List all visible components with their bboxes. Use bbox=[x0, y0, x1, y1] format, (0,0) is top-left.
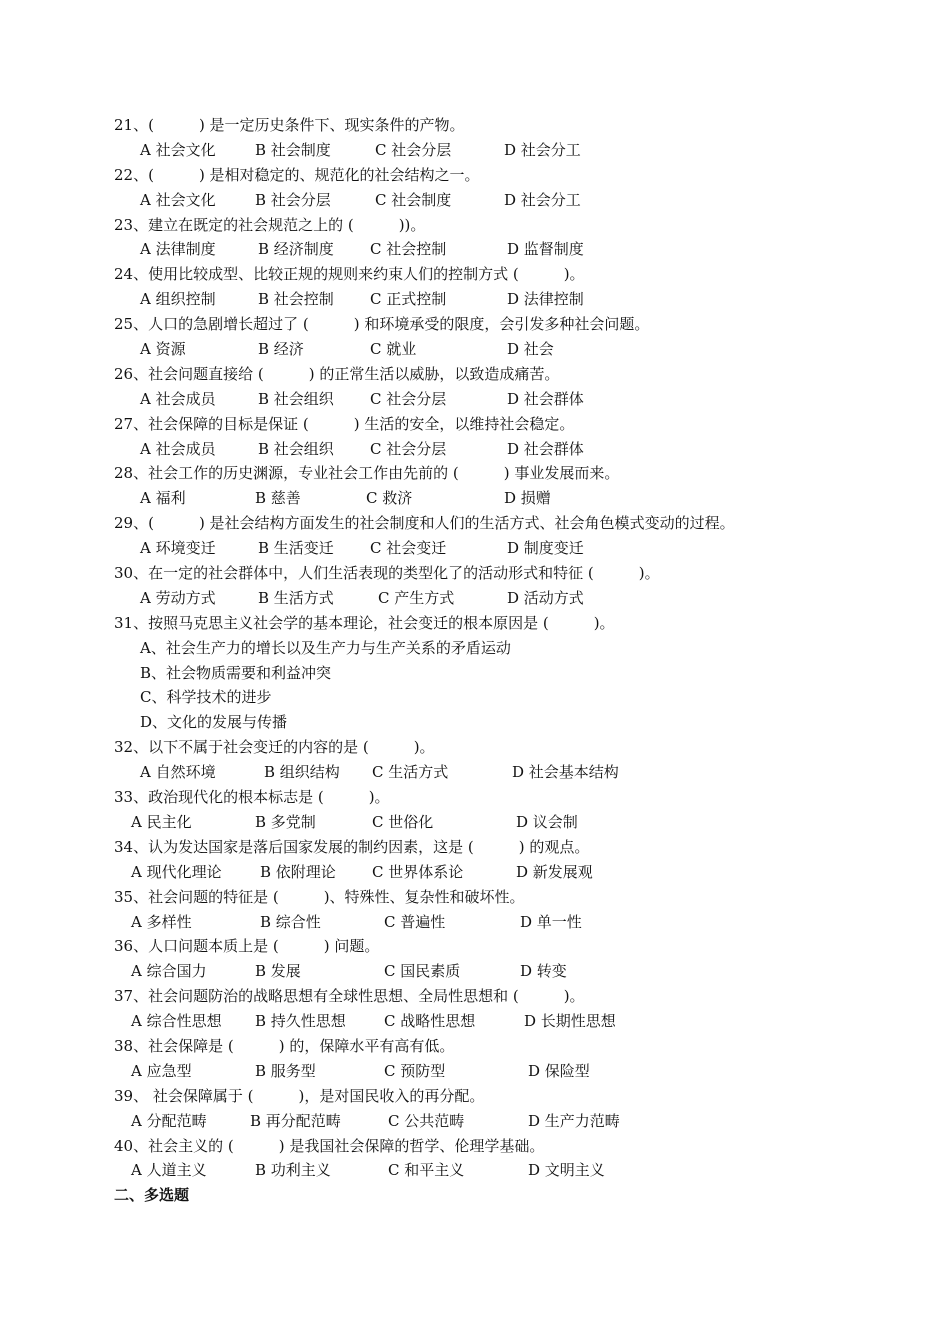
option-c: C 公共范畴 bbox=[388, 1111, 465, 1130]
option-a: A 社会成员 bbox=[140, 439, 216, 458]
option-a: A 现代化理论 bbox=[131, 862, 222, 881]
option-d: D 社会基本结构 bbox=[512, 763, 619, 782]
option-b: B、社会物质需要和利益冲突 bbox=[140, 663, 332, 682]
option-c: C 世俗化 bbox=[372, 812, 434, 831]
option-row bbox=[114, 486, 914, 511]
option-d: D 制度变迁 bbox=[507, 539, 584, 558]
question-stem: 28、社会工作的历史渊源，专业社会工作由先前的 ( ) 事业发展而来。 bbox=[114, 464, 620, 483]
question-stem: 27、社会保障的目标是保证 ( ) 生活的安全，以维持社会稳定。 bbox=[114, 414, 575, 433]
option-a: A 组织控制 bbox=[140, 290, 216, 309]
option-b: B 慈善 bbox=[255, 489, 301, 508]
option-c: C 社会分层 bbox=[370, 439, 447, 458]
question-stem: 32、以下不属于社会变迁的内容的是 ( )。 bbox=[114, 738, 435, 757]
question-stem: 33、政治现代化的根本标志是 ( )。 bbox=[114, 788, 390, 807]
option-b: B 综合性 bbox=[260, 912, 321, 931]
option-d: D 社会分工 bbox=[504, 190, 581, 209]
option-c: C 社会控制 bbox=[370, 240, 447, 259]
option-c: C 就业 bbox=[370, 340, 417, 359]
option-d: D 社会分工 bbox=[504, 140, 581, 159]
option-d: D 监督制度 bbox=[507, 240, 584, 259]
option-d: D 长期性思想 bbox=[524, 1012, 616, 1031]
option-d: D 社会群体 bbox=[507, 439, 584, 458]
option-b: B 社会分层 bbox=[255, 190, 331, 209]
question-stem: 26、社会问题直接给 ( ) 的正常生活以威胁，以致造成痛苦。 bbox=[114, 364, 560, 383]
option-row bbox=[114, 387, 914, 412]
option-c: C 社会分层 bbox=[370, 389, 447, 408]
section-heading: 二、多选题 bbox=[114, 1186, 190, 1205]
option-d: D 社会群体 bbox=[507, 389, 584, 408]
option-d: D 文明主义 bbox=[528, 1161, 605, 1180]
question-stem: 21、( ) 是一定历史条件下、现实条件的产物。 bbox=[114, 116, 465, 134]
question-stem: 35、社会问题的特征是 ( )、特殊性、复杂性和破坏性。 bbox=[114, 887, 525, 906]
option-c: C 救济 bbox=[366, 489, 413, 508]
option-a: A 资源 bbox=[140, 340, 186, 359]
option-row bbox=[114, 437, 914, 462]
option-a: A 法律制度 bbox=[140, 240, 216, 259]
question-stem: 37、社会问题防治的战略思想有全球性思想、全局性思想和 ( )。 bbox=[114, 987, 585, 1006]
question-list bbox=[114, 113, 914, 1208]
option-b: B 社会组织 bbox=[258, 439, 334, 458]
option-a: A 人道主义 bbox=[131, 1161, 207, 1180]
option-a: A 社会文化 bbox=[140, 140, 216, 159]
option-d: D 活动方式 bbox=[507, 588, 584, 607]
option-b: B 经济 bbox=[258, 340, 304, 359]
option-c: C 社会变迁 bbox=[370, 539, 447, 558]
option-d: D 单一性 bbox=[520, 912, 582, 931]
option-b: B 多党制 bbox=[255, 812, 316, 831]
option-a: A 综合性思想 bbox=[131, 1012, 222, 1031]
option-b: B 依附理论 bbox=[260, 862, 336, 881]
option-d: D 社会 bbox=[507, 340, 554, 359]
option-a: A、社会生产力的增长以及生产力与生产关系的矛盾运动 bbox=[140, 638, 511, 657]
option-c: C 战略性思想 bbox=[384, 1012, 476, 1031]
question-stem: 34、认为发达国家是落后国家发展的制约因素，这是 ( ) 的观点。 bbox=[114, 837, 590, 856]
option-row bbox=[114, 237, 914, 262]
question-stem: 39、 社会保障属于 ( )，是对国民收入的再分配。 bbox=[114, 1086, 485, 1105]
option-a: A 民主化 bbox=[131, 812, 192, 831]
option-a: A 综合国力 bbox=[131, 962, 207, 981]
option-d: D 法律控制 bbox=[507, 290, 584, 309]
option-d: D 新发展观 bbox=[516, 862, 593, 881]
option-b: B 社会制度 bbox=[255, 140, 331, 159]
question-stem: 31、按照马克思主义社会学的基本理论，社会变迁的根本原因是 ( )。 bbox=[114, 613, 615, 632]
option-row bbox=[114, 1059, 914, 1084]
question-stem: 22、( ) 是相对稳定的、规范化的社会结构之一。 bbox=[114, 165, 480, 184]
option-c: C 和平主义 bbox=[388, 1161, 465, 1180]
option-b: B 发展 bbox=[255, 962, 301, 981]
option-a: A 分配范畴 bbox=[131, 1111, 207, 1130]
question-stem: 24、使用比较成型、比较正规的规则来约束人们的控制方式 ( )。 bbox=[114, 265, 585, 284]
option-row bbox=[114, 760, 914, 785]
option-b: B 社会组织 bbox=[258, 389, 334, 408]
option-d: D 议会制 bbox=[516, 812, 578, 831]
option-b: B 再分配范畴 bbox=[250, 1111, 341, 1130]
option-a: A 多样性 bbox=[131, 912, 192, 931]
option-b: B 生活方式 bbox=[258, 588, 334, 607]
option-row bbox=[114, 1009, 914, 1034]
question-stem: 40、社会主义的 ( ) 是我国社会保障的哲学、伦理学基础。 bbox=[114, 1136, 545, 1155]
option-c: C、科学技术的进步 bbox=[140, 688, 272, 707]
option-a: A 福利 bbox=[140, 489, 186, 508]
option-row bbox=[114, 287, 914, 312]
question-stem: 29、( ) 是社会结构方面发生的社会制度和人们的生活方式、社会角色模式变动的过程。 bbox=[114, 514, 735, 533]
option-b: B 功利主义 bbox=[255, 1161, 331, 1180]
option-a: A 劳动方式 bbox=[140, 588, 216, 607]
option-c: C 社会制度 bbox=[375, 190, 452, 209]
question-stem: 25、人口的急剧增长超过了 ( ) 和环境承受的限度，会引发多种社会问题。 bbox=[114, 315, 650, 334]
option-c: C 社会分层 bbox=[375, 140, 452, 159]
option-row bbox=[114, 860, 914, 885]
option-a: A 社会成员 bbox=[140, 389, 216, 408]
option-row bbox=[114, 1158, 914, 1183]
option-b: B 服务型 bbox=[255, 1061, 316, 1080]
option-c: C 世界体系论 bbox=[372, 862, 464, 881]
option-a: A 社会文化 bbox=[140, 190, 216, 209]
option-c: C 预防型 bbox=[384, 1061, 446, 1080]
option-row bbox=[114, 1109, 914, 1134]
option-c: C 生活方式 bbox=[372, 763, 449, 782]
option-c: C 普遍性 bbox=[384, 912, 446, 931]
option-row bbox=[114, 188, 914, 213]
question-stem: 30、在一定的社会群体中，人们生活表现的类型化了的活动形式和特征 ( )。 bbox=[114, 564, 660, 583]
option-row bbox=[114, 810, 914, 835]
option-a: A 应急型 bbox=[131, 1061, 192, 1080]
option-row bbox=[114, 586, 914, 611]
option-c: C 正式控制 bbox=[370, 290, 447, 309]
option-b: B 持久性思想 bbox=[255, 1012, 346, 1031]
option-row bbox=[114, 910, 914, 935]
option-c: C 产生方式 bbox=[378, 588, 455, 607]
option-row bbox=[114, 337, 914, 362]
question-stem: 38、社会保障是 ( ) 的，保障水平有高有低。 bbox=[114, 1036, 455, 1055]
option-row bbox=[114, 536, 914, 561]
question-stem: 23、建立在既定的社会规范之上的 ( ))。 bbox=[114, 215, 426, 234]
option-d: D 生产力范畴 bbox=[528, 1111, 620, 1130]
option-d: D 转变 bbox=[520, 962, 567, 981]
option-b: B 经济制度 bbox=[258, 240, 334, 259]
option-row bbox=[114, 959, 914, 984]
option-d: D 保险型 bbox=[528, 1061, 590, 1080]
option-b: B 组织结构 bbox=[264, 763, 340, 782]
option-d: D 损赠 bbox=[504, 489, 551, 508]
option-row bbox=[114, 138, 914, 163]
option-b: B 生活变迁 bbox=[258, 539, 334, 558]
option-c: C 国民素质 bbox=[384, 962, 461, 981]
option-d: D、文化的发展与传播 bbox=[140, 713, 288, 732]
option-b: B 社会控制 bbox=[258, 290, 334, 309]
question-stem: 36、人口问题本质上是 ( ) 问题。 bbox=[114, 937, 380, 956]
option-a: A 自然环境 bbox=[140, 763, 216, 782]
option-a: A 环境变迁 bbox=[140, 539, 216, 558]
